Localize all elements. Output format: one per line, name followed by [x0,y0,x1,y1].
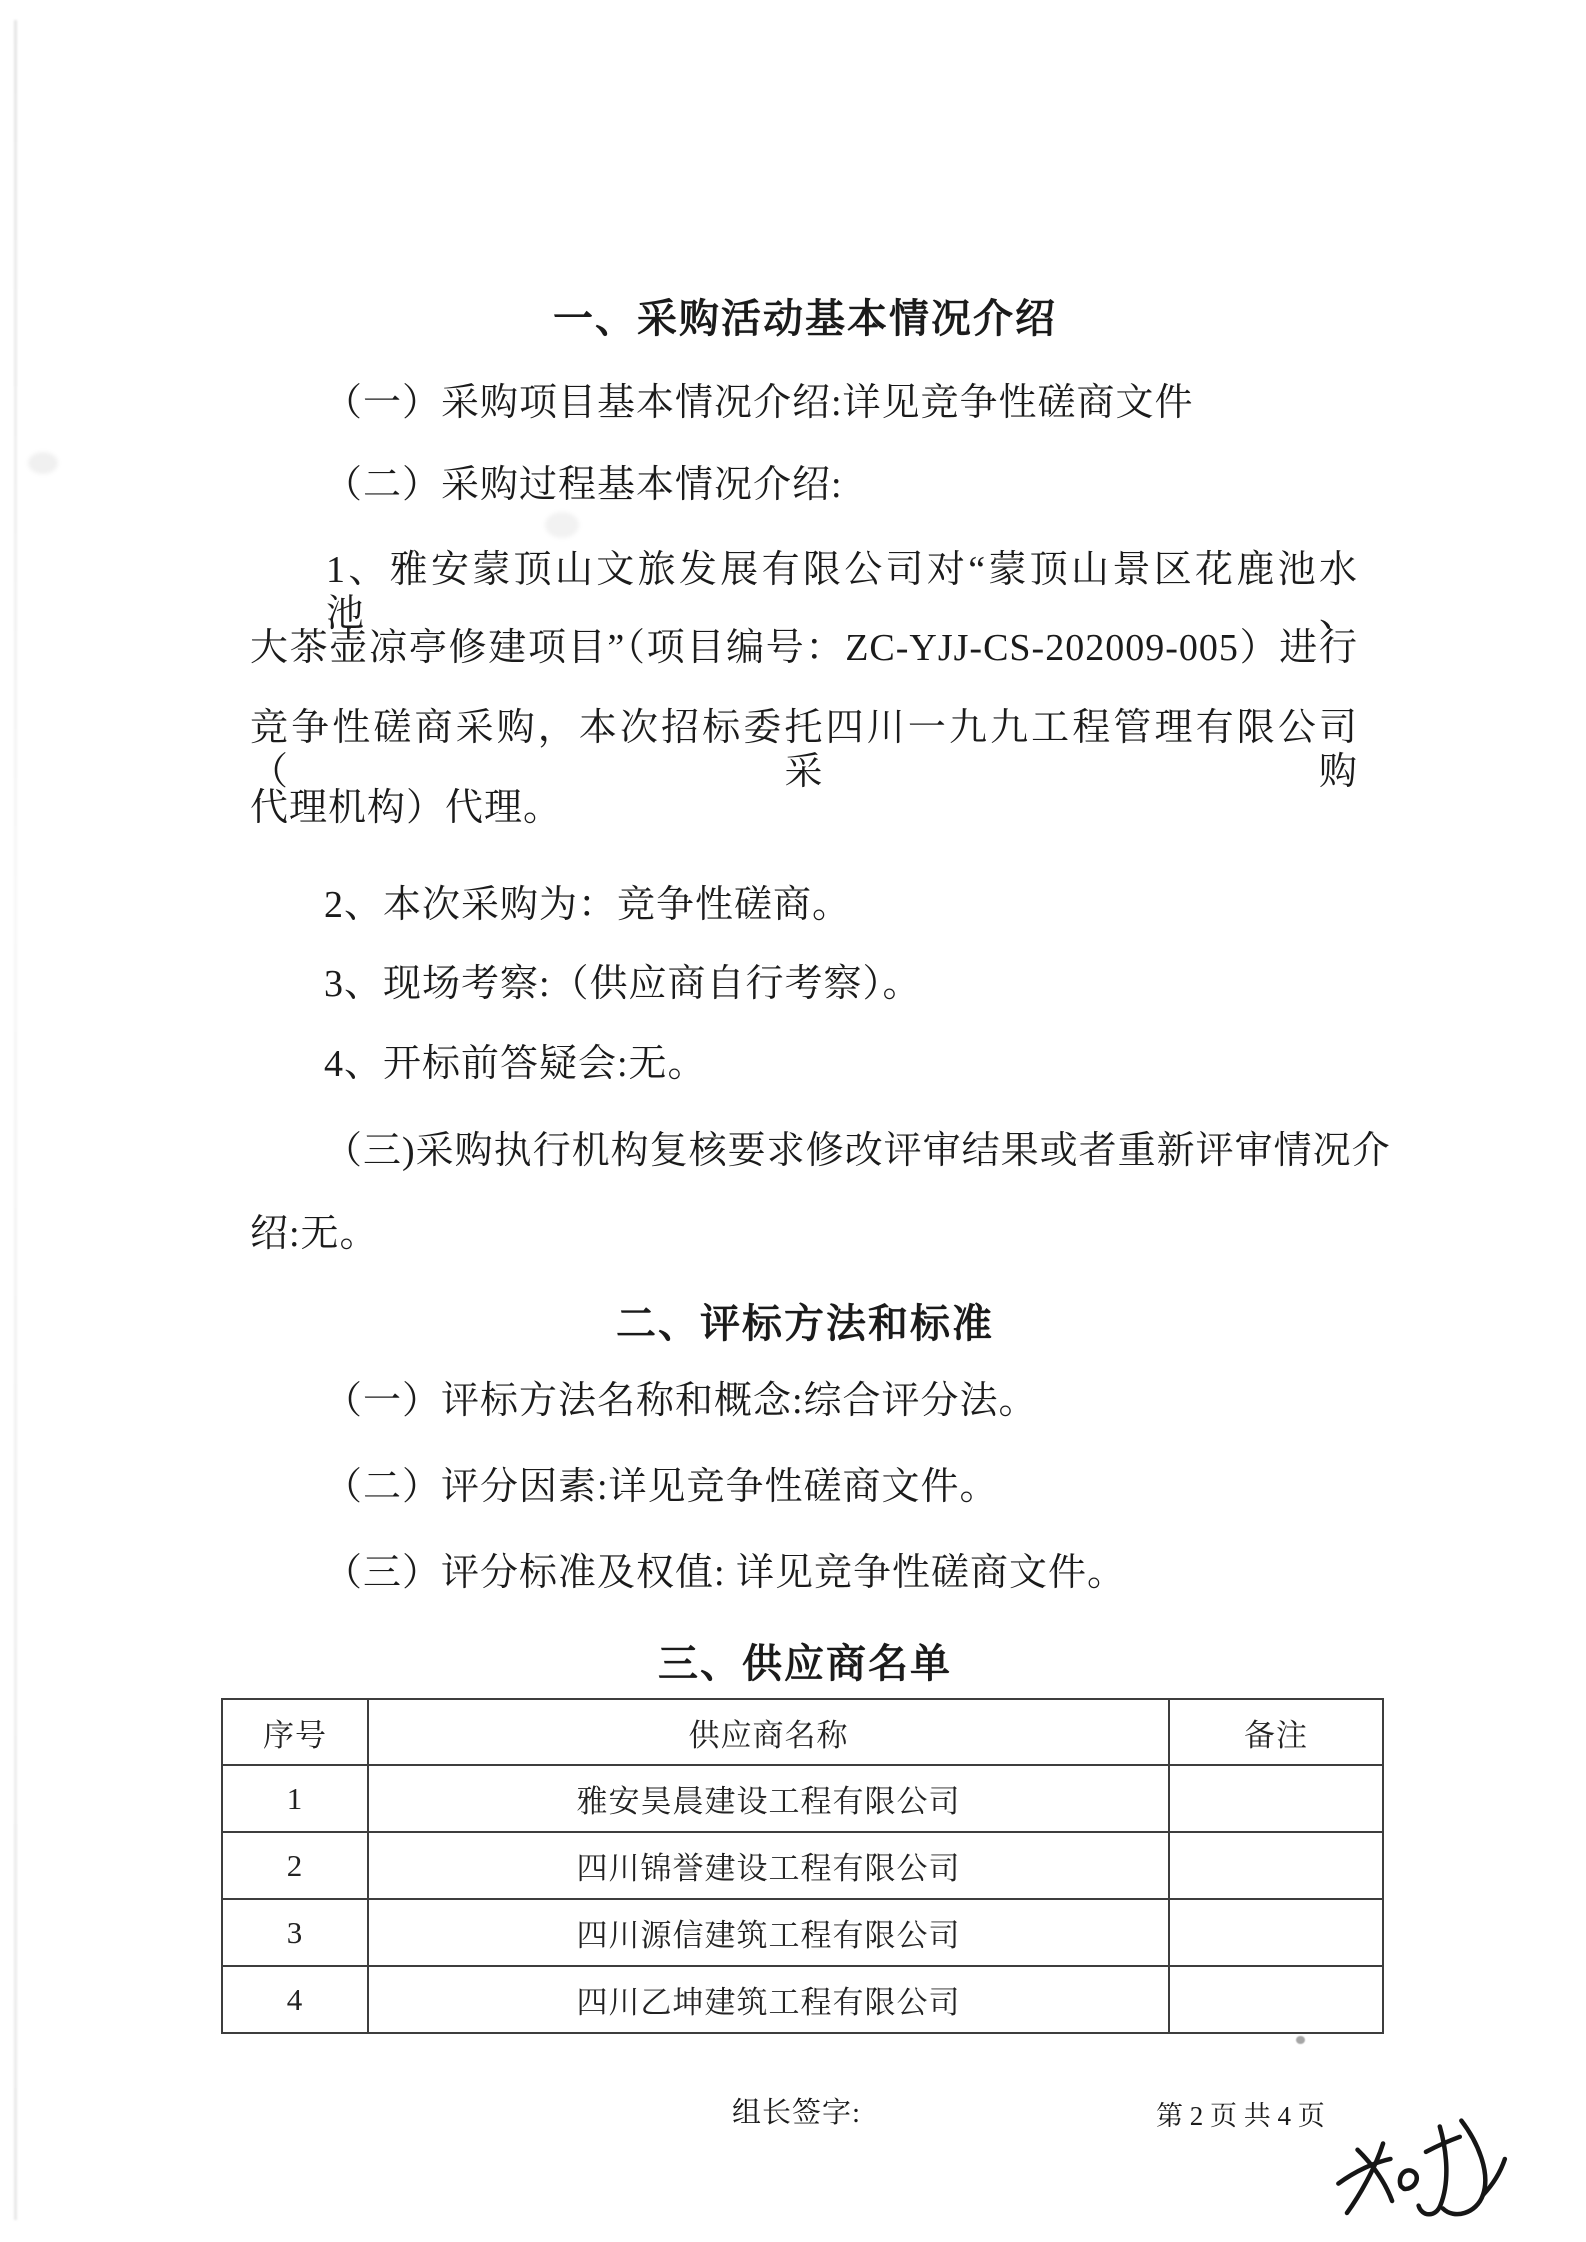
cell-supplier-name: 四川乙坤建筑工程有限公司 [368,1966,1169,2033]
paragraph-line: （三）评分标准及权值: 详见竞争性磋商文件。 [324,1552,1127,1594]
cell-note [1169,1966,1383,2033]
cell-no: 3 [222,1899,368,1966]
paragraph-line: 2、本次采购为：竞争性磋商。 [324,884,852,926]
paragraph-line: 竞争性磋商采购，本次招标委托四川一九九工程管理有限公司（采购 [250,707,1358,793]
cell-no: 1 [222,1765,368,1832]
table-row [222,1966,1383,2033]
scan-artifact [28,452,58,474]
cell-no: 2 [222,1832,368,1899]
section3-heading: 三、供应商名单 [658,1642,952,1686]
paragraph-line: 1、雅安蒙顶山文旅发展有限公司对“蒙顶山景区花鹿池水池、 [326,549,1358,635]
paragraph-line: 代理机构）代理。 [250,787,563,829]
paragraph-line: （二）评分因素:详见竞争性磋商文件。 [324,1466,999,1508]
table-row [222,1765,1383,1832]
table-row [222,1832,1383,1899]
table-header-row [222,1699,1383,1765]
column-header-supplier-name: 供应商名称 [368,1699,1169,1765]
scan-artifact [545,512,579,538]
cell-supplier-name: 四川源信建筑工程有限公司 [368,1899,1169,1966]
section1-heading: 一、采购活动基本情况介绍 [553,297,1057,341]
handwritten-signature [1325,2104,1525,2242]
leader-signature-label: 组长签字: [732,2097,862,2129]
section2-heading: 二、评标方法和标准 [616,1302,994,1346]
column-header-note: 备注 [1169,1699,1383,1765]
column-header-no: 序号 [222,1699,368,1765]
cell-note [1169,1899,1383,1966]
paragraph-line: （三)采购执行机构复核要求修改评审结果或者重新评审情况介 [324,1130,1391,1172]
paragraph-line: （二）采购过程基本情况介绍: [324,464,843,506]
scan-artifact [1296,2036,1305,2044]
supplier-table [221,1698,1384,2034]
cell-supplier-name: 雅安昊晨建设工程有限公司 [368,1765,1169,1832]
cell-note [1169,1765,1383,1832]
cell-no: 4 [222,1966,368,2033]
signature-strokes-icon [1325,2104,1525,2242]
paragraph-line: 3、现场考察:（供应商自行考察）。 [324,963,922,1005]
cell-note [1169,1832,1383,1899]
table-row [222,1899,1383,1966]
paragraph-line: （一）评标方法名称和概念:综合评分法。 [324,1380,1038,1422]
paragraph-line: （一）采购项目基本情况介绍:详见竞争性磋商文件 [324,382,1194,424]
page-number-indicator: 第 2 页 共 4 页 [1156,2101,1325,2131]
paragraph-line: 大茶壶凉亭修建项目”（项目编号：ZC-YJJ-CS-202009-005）进行 [250,627,1358,669]
paragraph-line: 4、开标前答疑会:无。 [324,1043,707,1085]
scan-artifact [14,20,17,2220]
paragraph-line: 绍:无。 [250,1213,379,1255]
cell-supplier-name: 四川锦誉建设工程有限公司 [368,1832,1169,1899]
